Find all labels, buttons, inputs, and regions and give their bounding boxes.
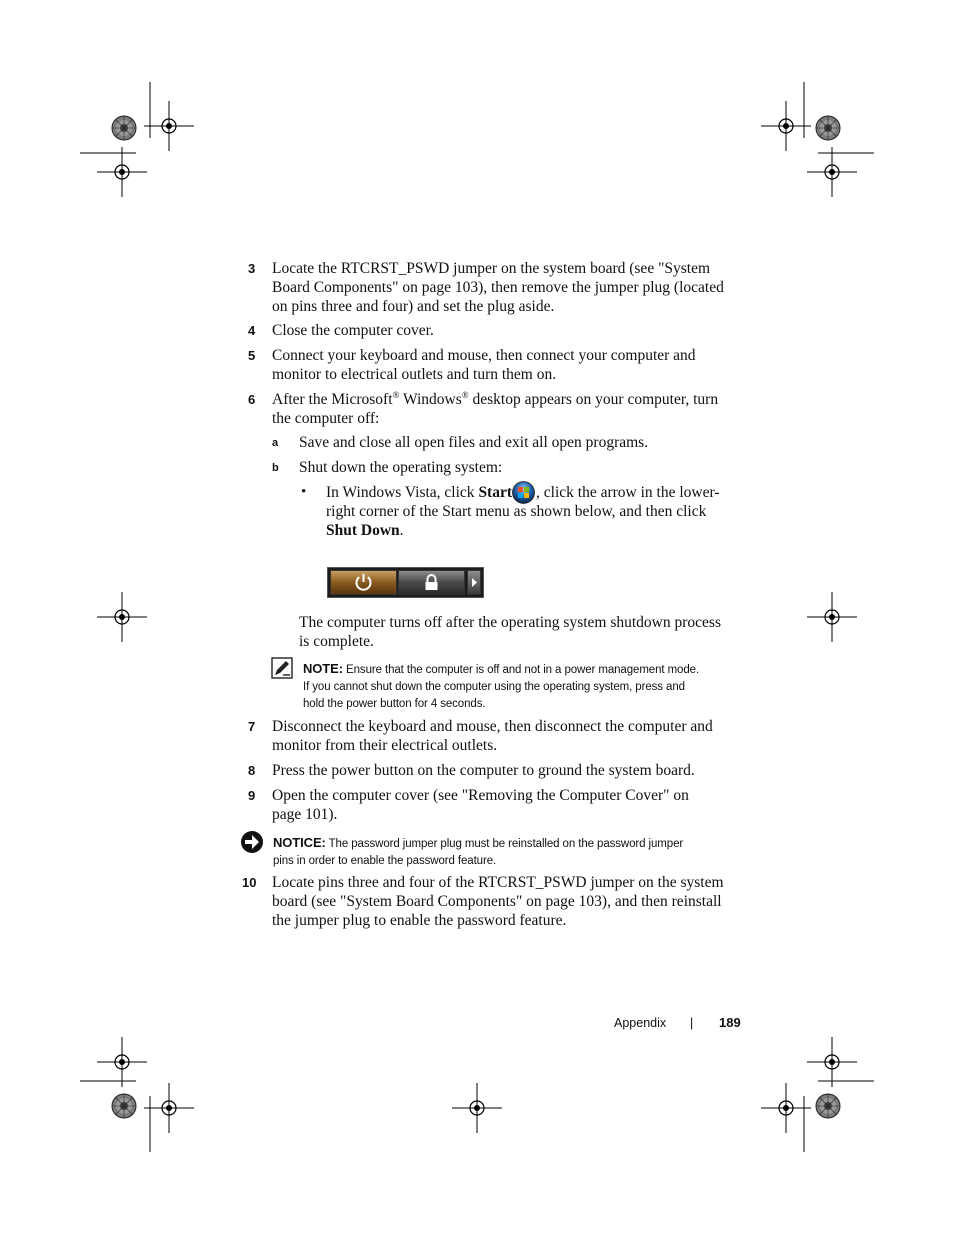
text-line: is complete. [299,633,374,650]
text-line [273,834,743,853]
crop-marks-mid-right [807,592,857,642]
power-button[interactable] [330,570,397,595]
text-line: Open the computer cover (see "Removing the Computer Cover" on [272,787,689,804]
lock-button[interactable] [398,570,465,595]
crop-marks-top-left [80,82,194,197]
step-6-text [272,390,718,428]
registered-mark: ® [461,389,469,400]
notice-block [273,834,743,870]
text-line: board (see "System Board Components" on page 103), and then reinstall [272,893,722,910]
text-line: Connect your keyboard and mouse, then connect your computer and [272,347,696,364]
substep-a-text: Save and close all open files and exit all open programs. [299,434,649,451]
start-label: Start [478,484,513,501]
step-number: 8 [248,763,256,778]
step-number: 5 [248,348,256,363]
shut-down-label: Shut Down [326,522,400,539]
windows-start-orb-icon [512,481,535,504]
text-run: , click the arrow in the lower- [536,484,720,501]
step-number: 9 [248,788,256,803]
text-line: hold the power button for 4 seconds. [303,698,486,710]
footer-section: Appendix [614,1016,667,1030]
step-9-text [272,786,689,824]
registered-mark: ® [392,389,400,400]
text-run: desktop appears on your computer, turn [468,391,719,408]
text-run: After the Microsoft [272,391,393,408]
notice-arrow-icon [240,830,264,854]
notice-label: NOTICE: [273,835,326,850]
step-4-text: Close the computer cover. [272,322,434,339]
step-number: 10 [242,875,257,890]
power-icon [331,571,396,594]
text-line: monitor from their electrical outlets. [272,737,498,754]
text-run: Windows [399,391,462,408]
substep-letter: b [272,462,279,474]
crop-marks-bottom-right [761,1037,874,1152]
step-3-text [272,259,724,316]
step-number: 6 [248,392,256,407]
text-line [303,660,743,679]
text-line: The computer turns off after the operating system shutdown process [299,614,721,631]
crop-marks-top-right [761,82,874,197]
text-line: Locate pins three and four of the RTCRST_PSWD jumper on the system [272,874,724,891]
text-line: on pins three and four) and set the plug aside. [272,298,555,315]
text-line: Board Components" on page 103), then remove the jumper plug (located [272,279,724,296]
text-line: Disconnect the keyboard and mouse, then disconnect the computer and [272,718,713,735]
text-line: monitor to electrical outlets and turn them on. [272,366,557,383]
pencil-note-icon [271,657,293,679]
text-run: In Windows Vista, click [326,484,479,501]
substep-letter: a [272,437,279,449]
bullet-mark: • [301,484,307,500]
text-line: page 101). [272,806,338,823]
step-8-text: Press the power button on the computer to ground the system board. [272,762,695,779]
text-line: Locate the RTCRST_PSWD jumper on the system board (see "System [272,260,711,277]
step-number: 4 [248,323,256,338]
text-line [272,390,718,409]
step-number: 7 [248,719,256,734]
text-line: right corner of the Start menu as shown below, and then click [326,503,707,520]
text-run: . [399,522,404,539]
note-block [303,660,743,713]
step-number: 3 [248,261,256,276]
text-line: If you cannot shut down the computer using the operating system, press and [303,681,685,693]
text-line: the jumper plug to enable the password feature. [272,912,567,929]
crop-marks-mid-left [97,592,147,642]
start-menu-shutdown-bar [327,567,484,598]
page-number: 189 [719,1015,741,1030]
text-run: The password jumper plug must be reinstalled on the password jumper [325,838,684,850]
step-10-text [272,873,724,930]
footer-separator: | [690,1016,694,1030]
shutdown-complete-text [299,613,721,651]
crop-marks-bottom-center [452,1083,502,1133]
crop-marks-bottom-left [80,1037,194,1152]
text-run: Ensure that the computer is off and not in a power management mode. [342,664,700,676]
shutdown-options-arrow-button[interactable] [467,570,481,595]
arrow-right-icon [468,571,480,594]
step-5-text [272,346,696,384]
note-label: NOTE: [303,661,343,676]
step-7-text [272,717,713,755]
text-line [326,521,719,540]
text-line: pins in order to enable the password feature. [273,855,497,867]
substep-b-text: Shut down the operating system: [299,459,503,476]
text-line: the computer off: [272,410,380,427]
lock-icon [399,571,464,594]
